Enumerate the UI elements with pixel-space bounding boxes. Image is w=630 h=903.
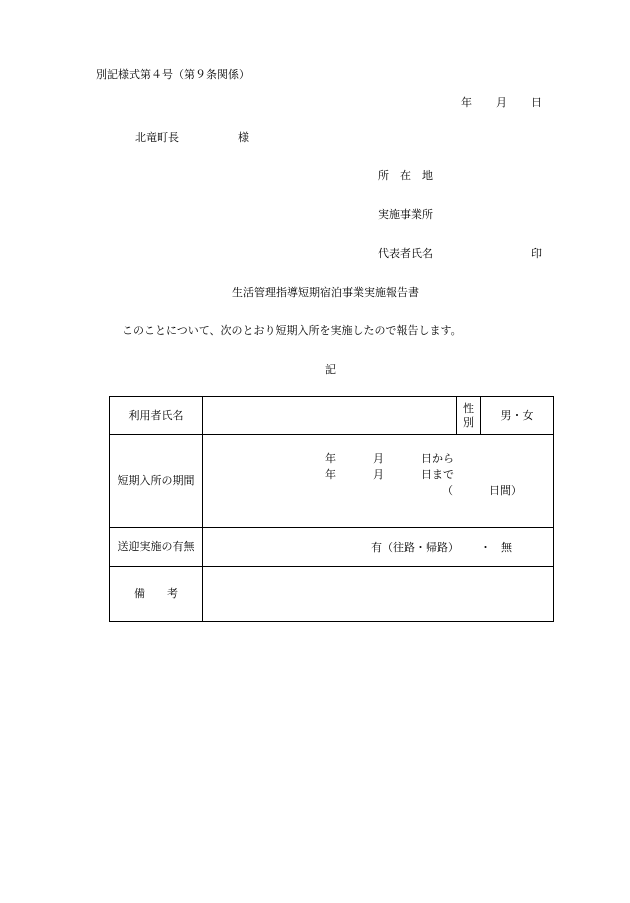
user-name-field[interactable] [203, 397, 457, 435]
row-remarks [110, 566, 554, 621]
row-transport [110, 527, 554, 566]
transport-field[interactable] [203, 527, 554, 566]
period-year-1: 年 [325, 451, 336, 465]
period-year-2: 年 [325, 467, 336, 481]
user-name-label: 利用者氏名 [110, 397, 203, 435]
business-label: 実施事業所 [378, 208, 433, 221]
location-label: 所 在 地 [378, 169, 433, 182]
date-month: 月 [496, 96, 507, 109]
period-field[interactable] [203, 435, 554, 527]
ki-mark: 記 [325, 363, 336, 376]
period-days-open: （ [442, 483, 453, 497]
gender-label-line1: 性 [463, 402, 474, 416]
form-number: 別記様式第４号（第９条関係） [96, 68, 250, 81]
transport-content [203, 528, 553, 566]
transport-yes: 有（往路・帰路） [371, 540, 459, 554]
remarks-label: 備 考 [110, 566, 203, 621]
period-label: 短期入所の期間 [110, 435, 203, 527]
period-content [203, 436, 553, 526]
representative-label: 代表者氏名 [378, 247, 433, 260]
document-body: このことについて、次のとおり短期入所を実施したので報告します。 [122, 324, 462, 337]
transport-no: 無 [501, 540, 512, 554]
document-title: 生活管理指導短期宿泊事業実施報告書 [232, 286, 419, 299]
date-day: 日 [531, 96, 542, 109]
transport-dot: ・ [480, 540, 491, 554]
period-days-close: 日間） [489, 483, 522, 497]
seal-mark: 印 [531, 247, 542, 260]
row-period [110, 435, 554, 527]
period-until: 日まで [421, 467, 454, 481]
gender-label-line2: 別 [463, 415, 474, 429]
addressee: 北竜町長 [135, 131, 179, 144]
remarks-field[interactable] [203, 566, 554, 621]
gender-label [457, 397, 481, 435]
date-year: 年 [461, 96, 472, 109]
row-user-name [110, 397, 554, 435]
honorific: 様 [238, 131, 249, 144]
period-month-2: 月 [373, 467, 384, 481]
period-month-1: 月 [373, 451, 384, 465]
period-from: 日から [421, 451, 454, 465]
report-table [109, 396, 554, 622]
gender-options[interactable]: 男・女 [481, 397, 554, 435]
transport-label: 送迎実施の有無 [110, 527, 203, 566]
